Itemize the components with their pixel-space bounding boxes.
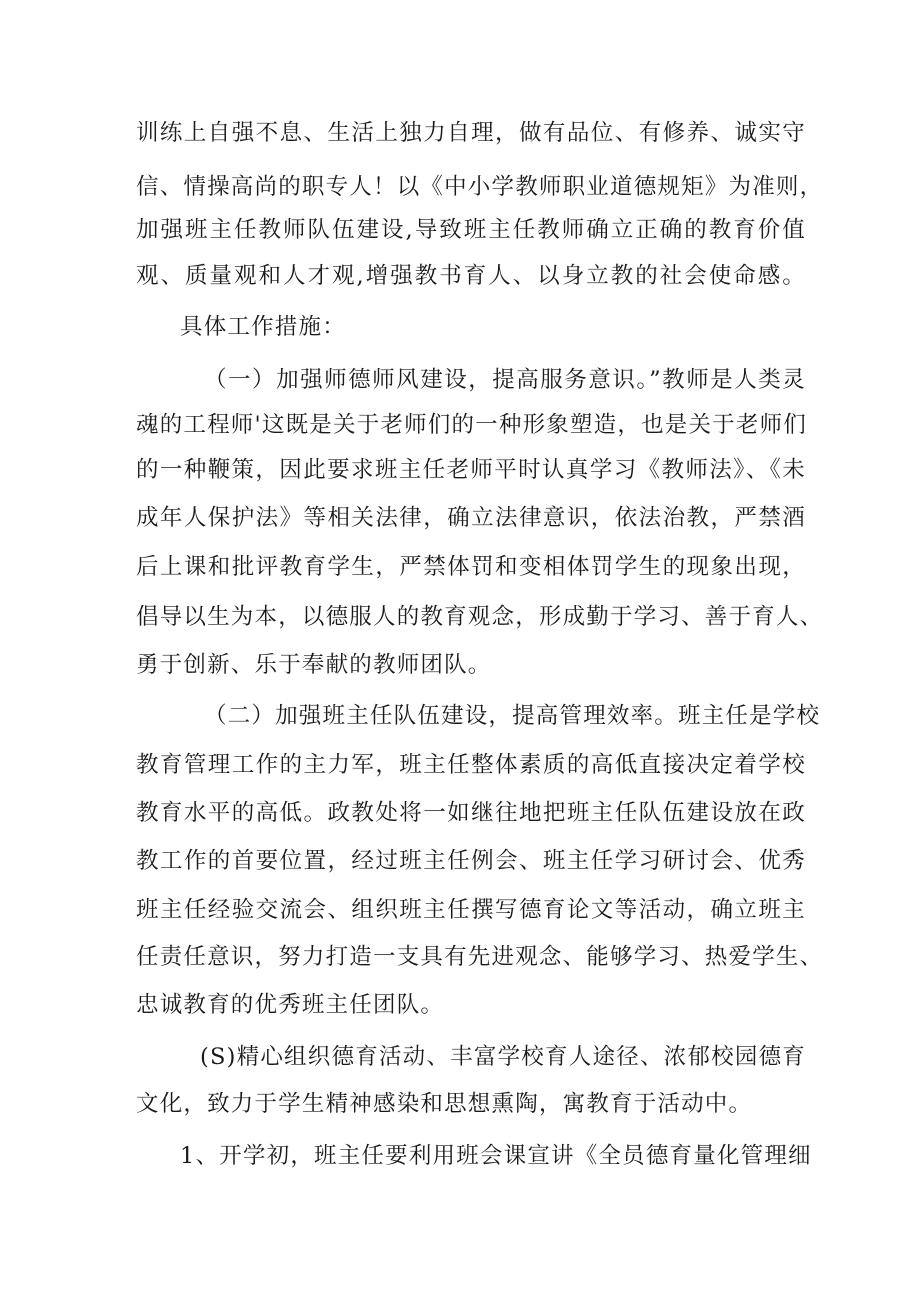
text-line: 加强班主任教师队伍建设,导致班主任教师确立正确的教育价值: [136, 217, 806, 243]
text-line: 信、情操高尚的职专人！以《中小学教师职业道德规矩》为准则，: [136, 174, 824, 200]
text-line: （二）加强班主任队伍建设，提高管理效率。班主任是学校: [204, 703, 821, 729]
text-line: 教育管理工作的主力军，班主任整体素质的高低直接决定着学校: [136, 752, 806, 778]
text-line: 倡导以生为本，以德服人的教育观念，形成勤于学习、善于育人、: [136, 604, 824, 630]
text-line: 教工作的首要位置，经过班主任例会、班主任学习研讨会、优秀: [136, 848, 806, 874]
text-line: 魂的工程师'这既是关于老师们的一种形象塑造，也是关于老师们: [136, 412, 807, 438]
text-line: 观、质量观和人才观,增强教书育人、以身立教的社会使命感。: [136, 263, 806, 289]
text-line: 后上课和批评教育学生，严禁体罚和变相体罚学生的现象出现，: [136, 554, 806, 580]
text-line: 勇于创新、乐于奉献的教师团队。: [136, 652, 492, 678]
text-line-heading: 具体工作措施：: [180, 314, 346, 340]
text-line: 文化，致力于学生精神感染和思想熏陶，寓教育于活动中。: [136, 1091, 753, 1117]
text-line: 任责任意识，努力打造一支具有先进观念、能够学习、热爱学生、: [136, 944, 824, 970]
text-line: 1、开学初，班主任要利用班会课宣讲《全员德育量化管理细: [180, 1143, 812, 1169]
text-line: 班主任经验交流会、组织班主任撰写德育论文等活动，确立班主: [136, 897, 806, 923]
text-line: 成年人保护法》等相关法律，确立法律意识，依法治教，严禁酒: [136, 505, 806, 531]
text-line: 训练上自强不息、生活上独力自理，做有品位、有修养、诚实守: [136, 120, 806, 146]
text-line: (S)精心组织德育活动、丰富学校育人途径、浓郁校园德育: [200, 1044, 806, 1070]
text-line: 教育水平的高低。政教处将一如继往地把班主任队伍建设放在政: [136, 800, 806, 826]
text-line: 忠诚教育的优秀班主任团队。: [136, 992, 445, 1018]
text-line: 的一种鞭策，因此要求班主任老师平时认真学习《教师法》、《未: [136, 457, 806, 483]
text-line: （一）加强师德师风建设，提高服务意识。”教师是人类灵: [204, 367, 806, 393]
